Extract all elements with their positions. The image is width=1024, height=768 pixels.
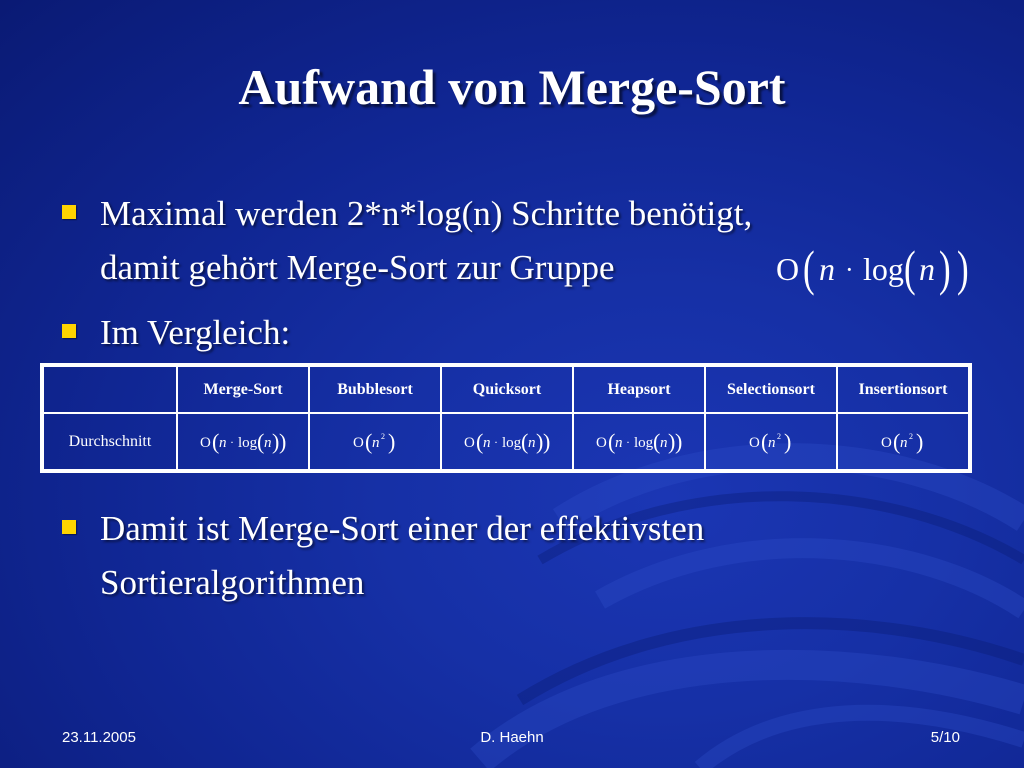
svg-text:(: ( [803,242,815,297]
svg-text:O: O [464,434,475,451]
svg-text:O: O [200,434,211,451]
svg-text:·: · [494,434,498,449]
svg-text:): ) [272,428,280,454]
bullet-1-line-2: damit gehört Merge-Sort zur Gruppe [100,248,615,287]
complexity-cell [837,413,969,470]
bullet-square-icon [62,205,76,219]
complexity-cell [573,413,705,470]
table-header-cell: Selectionsort [705,366,837,413]
svg-text:·: · [845,255,854,284]
table-header-row [43,366,969,413]
bullet-square-icon [62,324,76,338]
comparison-table [42,365,970,471]
table-header-cell: Quicksort [441,366,573,413]
svg-text:(: ( [476,428,484,454]
svg-text:O: O [749,434,760,451]
slide-title: Aufwand von Merge-Sort [238,59,786,115]
bullet-2 [62,306,290,360]
svg-text:log: log [238,434,258,451]
svg-text:2: 2 [381,431,385,441]
formula-n-squared [881,429,925,455]
svg-text:(: ( [521,428,529,454]
table-row [43,413,969,470]
svg-text:): ) [388,428,396,454]
svg-text:(: ( [761,428,769,454]
svg-text:): ) [784,428,792,454]
svg-text:O: O [776,251,800,287]
svg-text:n: n [660,434,668,451]
bullet-square-icon [62,520,76,534]
svg-text:n: n [528,434,536,451]
bullet-1 [62,187,752,295]
bullet-2-line-1: Im Vergleich: [100,313,291,352]
svg-text:): ) [668,428,676,454]
svg-text:(: ( [608,428,616,454]
footer-author: D. Haehn [480,729,544,746]
svg-text:2: 2 [909,431,913,441]
complexity-cell [441,413,573,470]
svg-text:n: n [219,434,227,451]
svg-text:): ) [279,428,286,454]
bullet-1-line-1: Maximal werden 2*n*log(n) Schritte benötigt, [100,194,753,233]
complexity-cell [705,413,837,470]
bullet-3-line-2: Sortieralgorithmen [100,563,365,602]
svg-text:·: · [626,434,630,449]
table-header-cell: Insertionsort [837,366,969,413]
svg-text:n: n [264,434,272,451]
svg-text:log: log [502,434,522,451]
svg-text:n: n [919,251,935,287]
table-header-cell: Merge-Sort [177,366,309,413]
svg-text:n: n [483,434,491,451]
bullet-3-line-1: Damit ist Merge-Sort einer der effektivsten [100,509,705,548]
svg-text:(: ( [365,428,373,454]
svg-text:): ) [916,428,924,454]
svg-text:2: 2 [777,431,781,441]
svg-text:): ) [957,242,969,297]
formula-n-log-n [596,429,682,455]
svg-text:n: n [615,434,623,451]
formula-n-log-n [200,429,286,455]
complexity-cell [177,413,309,470]
svg-text:(: ( [904,242,916,297]
table-header-cell [43,366,177,413]
row-label: Durchschnitt [43,413,177,470]
svg-text:(: ( [893,428,901,454]
svg-text:(: ( [212,428,220,454]
bullet-3 [62,502,704,610]
formula-n-log-n [464,429,550,455]
svg-text:n: n [372,434,380,451]
svg-text:log: log [634,434,654,451]
table-header-cell: Heapsort [573,366,705,413]
svg-text:): ) [536,428,544,454]
svg-text:·: · [230,434,234,449]
svg-text:n: n [900,434,908,451]
formula-n-squared [749,429,793,455]
svg-text:O: O [881,434,892,451]
svg-text:(: ( [653,428,661,454]
formula-n-squared [353,429,397,455]
svg-text:): ) [939,242,951,297]
svg-text:log: log [863,251,904,287]
table-header-cell: Bubblesort [309,366,441,413]
svg-text:n: n [768,434,776,451]
footer-date: 23.11.2005 [62,729,136,746]
formula-n-log-n [776,238,978,298]
complexity-cell [309,413,441,470]
svg-text:(: ( [257,428,265,454]
svg-text:): ) [675,428,682,454]
svg-text:O: O [596,434,607,451]
svg-text:O: O [353,434,364,451]
footer-page-number: 5/10 [930,729,960,746]
svg-text:): ) [543,428,550,454]
svg-text:n: n [819,251,835,287]
